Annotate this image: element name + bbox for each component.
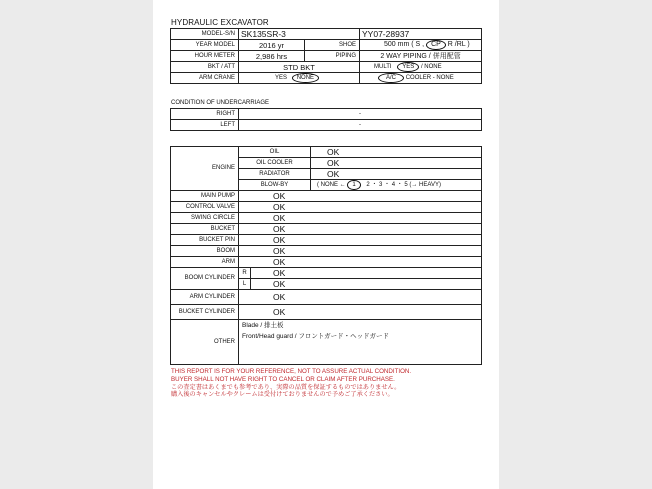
left-label: LEFT [171,120,239,131]
document-title: HYDRAULIC EXCAVATOR [171,18,269,27]
component-value: OK [239,213,482,224]
crane-none-selected: NONE [292,73,319,83]
bkt-value: STD BKT [239,62,360,73]
component-row [171,202,482,213]
other-notes [239,320,482,365]
disclaimer-line: BUYER SHALL NOT HAVE RIGHT TO CANCEL OR CLAIM AFTER PURCHASE. [171,375,395,383]
component-value: OK [239,202,482,213]
shoe-option-post: R /RL ) [447,41,470,48]
crane-label: ARM CRANE [171,73,239,84]
component-row [171,257,482,268]
shoe-cell [360,40,482,51]
shoe-selected-option: CP [426,40,446,50]
multi-cell [360,62,482,73]
blowby-scale [311,180,482,191]
piping-value: 2 WAY PIPING / 併用配管 [360,51,482,62]
oil-cooler-label: OIL COOLER [239,158,311,169]
components-table [170,146,482,365]
ac-selected: A/C [378,73,404,83]
component-row [171,235,482,246]
undercarriage-section-label: CONDITION OF UNDERCARRIAGE [171,100,270,106]
oil-value: OK [311,147,482,158]
model-value: SK135SR-3 [239,29,360,40]
arm-cylinder-value: OK [239,290,482,305]
bucket-cylinder-row [171,305,482,320]
multi-separator: / [420,64,423,70]
disclaimer-line: 購入後のキャンセルやクレームは受付けておりませんので予めご了承ください。 [171,391,394,399]
component-label: SWING CIRCLE [171,213,239,224]
serial-value: YY07-28937 [360,29,482,40]
left-value: - [239,120,482,131]
hour-row [171,51,482,62]
component-row [171,213,482,224]
component-label: BUCKET PIN [171,235,239,246]
blowby-label: BLOW-BY [239,180,311,191]
bucket-cylinder-value: OK [239,305,482,320]
oil-cooler-value: OK [311,158,482,169]
right-label: RIGHT [171,109,239,120]
crane-cell [239,73,360,84]
bkt-label: BKT / ATT [171,62,239,73]
blowby-selected: 1 [347,180,360,190]
blowby-post: 2 ・ 3 ・ 4 ・ 5 (→ HEAVY) [366,182,441,188]
multi-yes-selected: YES [397,62,419,72]
model-row [171,29,482,40]
blowby-pre: ( NONE ← [317,182,346,188]
boom-cylinder-r-value: OK [251,268,482,279]
cooler-none: COOLER - NONE [405,75,454,81]
boom-cylinder-l-label: L [239,279,251,290]
crane-row [171,73,482,84]
piping-label: PIPING [305,51,360,62]
component-label: BOOM [171,246,239,257]
component-row [171,191,482,202]
boom-cylinder-l-value: OK [251,279,482,290]
crane-yes: YES [275,75,288,81]
component-value: OK [239,246,482,257]
model-label: MODEL-S/N [171,29,239,40]
year-label: YEAR MODEL [171,40,239,51]
shoe-value: 500 mm [384,41,410,48]
engine-label: ENGINE [171,147,239,191]
component-value: OK [239,224,482,235]
other-note-line: Blade / 排土板 [242,322,284,329]
undercarriage-left-row [171,120,482,131]
component-label: MAIN PUMP [171,191,239,202]
ac-cell [360,73,482,84]
component-label: BUCKET [171,224,239,235]
disclaimer-line: THIS REPORT IS FOR YOUR REFERENCE, NOT TO ASSURE ACTUAL CONDITION. [171,368,412,375]
disclaimer [171,368,481,399]
component-value: OK [239,235,482,246]
year-value: 2016 yr [239,40,305,51]
component-row [171,224,482,235]
shoe-label: SHOE [305,40,360,51]
other-note-line: Front/Head guard / フロントガード・ヘッドガード [242,333,389,340]
radiator-label: RADIATOR [239,169,311,180]
shoe-option-pre: ( S , [411,41,425,48]
multi-label: MULTI [374,64,392,70]
arm-cylinder-row [171,290,482,305]
engine-oil-row [171,147,482,158]
component-label: CONTROL VALVE [171,202,239,213]
component-value: OK [239,191,482,202]
oil-label: OIL [239,147,311,158]
bucket-cylinder-label: BUCKET CYLINDER [171,305,239,320]
boom-cylinder-r-label: R [239,268,251,279]
undercarriage-table [170,108,482,131]
multi-none: NONE [424,64,442,70]
radiator-value: OK [311,169,482,180]
arm-cylinder-label: ARM CYLINDER [171,290,239,305]
hour-label: HOUR METER [171,51,239,62]
bkt-row [171,62,482,73]
undercarriage-right-row [171,109,482,120]
component-row [171,246,482,257]
component-value: OK [239,257,482,268]
right-value: - [239,109,482,120]
machine-info-table [170,28,482,84]
boom-cylinder-r-row [171,268,482,279]
boom-cylinder-label: BOOM CYLINDER [171,268,239,290]
hour-value: 2,986 hrs [239,51,305,62]
year-row [171,40,482,51]
other-row [171,320,482,365]
inspection-sheet [153,0,499,489]
component-label: ARM [171,257,239,268]
disclaimer-line: この査定書はあくまでも参考であり、実際の品質を保証するものではありません。 [171,383,401,391]
other-label: OTHER [171,320,239,365]
